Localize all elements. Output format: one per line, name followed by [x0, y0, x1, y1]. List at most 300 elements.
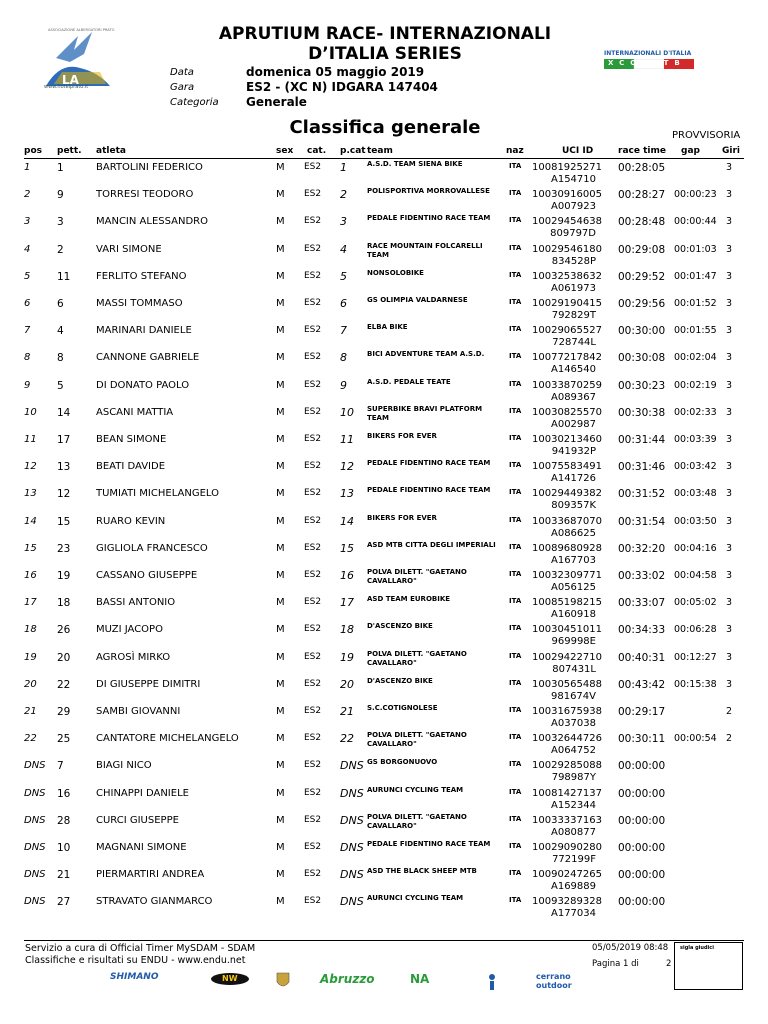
row-laps: 3	[726, 325, 733, 337]
row-race-time: 00:34:33	[618, 624, 666, 637]
row-team: POLVA DILETT. "GAETANO CAVALLARO"	[367, 812, 467, 830]
row-uci-id: 10090247265 A169889	[532, 869, 602, 893]
table-row	[24, 296, 744, 323]
row-nation: ITA	[509, 542, 522, 551]
row-race-time: 00:00:00	[618, 842, 666, 854]
row-pos: DNS	[24, 842, 46, 853]
row-athlete: SAMBI GIOVANNI	[96, 706, 181, 717]
row-pos: DNS	[24, 869, 46, 881]
row-uci-id: 10029190415 792829T	[532, 298, 602, 321]
row-sex: M	[276, 434, 285, 445]
row-bib: 18	[57, 597, 71, 610]
sponsor-abruzzo: Abruzzo	[320, 972, 375, 986]
row-race-time: 00:40:31	[618, 651, 666, 664]
footer-datetime: 05/05/2019 08:48	[592, 943, 669, 953]
right-logo-title: INTERNAZIONALI D'ITALIA	[604, 50, 692, 57]
row-uci-id: 10085198215 A160918	[532, 597, 602, 621]
row-gap: 00:12:27	[674, 651, 717, 663]
row-pos: 22	[24, 733, 37, 745]
row-athlete: CURCI GIUSEPPE	[96, 814, 179, 826]
race-title-line2: D’ITALIA SERIES	[308, 44, 462, 64]
row-athlete: PIERMARTIRI ANDREA	[96, 869, 205, 881]
row-category: ES2	[304, 542, 322, 553]
row-race-time: 00:28:27	[618, 189, 666, 202]
row-laps: 3	[726, 270, 733, 282]
sponsor-na: NA	[410, 972, 430, 986]
row-nation: ITA	[509, 814, 522, 823]
provvisoria-label: PROVVISORIA	[672, 130, 741, 141]
row-sex: M	[276, 896, 285, 908]
row-sex: M	[276, 189, 285, 201]
svg-text:LA: LA	[62, 73, 79, 87]
logo-tagline: ASSOCIAZIONE ALBERGATORI PRATO	[48, 28, 115, 32]
row-uci-id: 10030565488 981674V	[532, 678, 602, 702]
row-bib: 16	[57, 787, 71, 800]
row-uci-id: 10029065527 728744L	[532, 325, 602, 349]
row-gap: 00:00:23	[674, 189, 717, 201]
row-team: POLISPORTIVA MORROVALLESE	[367, 187, 490, 196]
row-team: S.C.COTIGNOLESE	[367, 704, 438, 712]
row-uci-id: 10081427137 A152344	[532, 787, 602, 811]
row-laps: 3	[726, 515, 733, 527]
row-category-position: 20	[340, 677, 354, 691]
row-race-time: 00:00:00	[618, 760, 666, 773]
row-gap: 00:04:16	[674, 542, 717, 554]
row-category: ES2	[304, 270, 322, 281]
row-team: ASD THE BLACK SHEEP MTB	[367, 867, 477, 876]
col-naz: naz	[506, 146, 524, 156]
table-row	[24, 514, 744, 541]
row-sex: M	[276, 515, 285, 527]
col-atleta: atleta	[96, 146, 126, 156]
row-sex: M	[276, 162, 285, 173]
row-team: PEDALE FIDENTINO RACE TEAM	[367, 459, 491, 468]
row-nation: ITA	[509, 243, 522, 252]
row-uci-id: 10032644726 A064752	[532, 733, 602, 757]
row-category: ES2	[304, 814, 322, 825]
row-uci-id: 10075583491 A141726	[532, 461, 602, 485]
row-athlete: AGROSÌ MIRKO	[96, 651, 171, 663]
footer-page-total: 2	[666, 959, 672, 969]
row-category: ES2	[304, 733, 322, 744]
row-category-position: 17	[340, 596, 354, 610]
header-divider	[24, 158, 744, 159]
row-race-time: 00:28:05	[618, 162, 666, 174]
row-athlete: GIGLIOLA FRANCESCO	[96, 542, 208, 554]
row-team: GS OLIMPIA VALDARNESE	[367, 296, 468, 304]
row-bib: 26	[57, 624, 71, 637]
row-bib: 20	[57, 651, 71, 664]
row-athlete: DI GIUSEPPE DIMITRI	[96, 678, 201, 690]
row-race-time: 00:30:38	[618, 406, 666, 419]
row-pos: 8	[24, 352, 31, 364]
row-category-position: 15	[340, 541, 354, 555]
row-race-time: 00:29:52	[618, 270, 666, 283]
table-row	[24, 214, 744, 241]
row-pos: 3	[24, 216, 31, 228]
row-bib: 11	[57, 270, 71, 283]
row-gap: 00:01:03	[674, 243, 717, 255]
row-race-time: 00:31:54	[618, 515, 666, 528]
row-sex: M	[276, 216, 285, 228]
row-pos: 20	[24, 678, 37, 690]
row-team: PEDALE FIDENTINO RACE TEAM	[367, 840, 491, 848]
table-row	[24, 187, 744, 214]
row-category-position: 19	[340, 650, 354, 664]
row-bib: 13	[57, 461, 71, 474]
row-uci-id: 10032309771 A056125	[532, 570, 602, 593]
row-uci-id: 10033337163 A080877	[532, 814, 602, 838]
row-race-time: 00:32:20	[618, 542, 666, 555]
table-row	[24, 704, 744, 731]
row-team: GS BORGONUOVO	[367, 758, 438, 767]
row-nation: ITA	[509, 352, 522, 361]
row-bib: 6	[57, 298, 64, 310]
row-race-time: 00:00:00	[618, 814, 666, 827]
row-sex: M	[276, 597, 285, 609]
row-category: ES2	[304, 298, 322, 308]
row-gap: 00:03:48	[674, 488, 717, 500]
row-laps: 3	[726, 597, 733, 609]
row-gap: 00:02:19	[674, 379, 717, 391]
row-nation: ITA	[509, 406, 522, 415]
row-sex: M	[276, 352, 285, 364]
row-laps: 3	[726, 651, 733, 663]
row-pos: DNS	[24, 787, 46, 799]
row-uci-id: 10030825570 A002987	[532, 406, 602, 430]
row-sex: M	[276, 461, 285, 473]
row-athlete: BARTOLINI FEDERICO	[96, 162, 203, 173]
row-race-time: 00:29:56	[618, 298, 666, 310]
row-category: ES2	[304, 706, 322, 716]
row-pos: DNS	[24, 814, 46, 826]
row-sex: M	[276, 379, 285, 391]
row-category-position: 6	[340, 297, 347, 310]
row-bib: 15	[57, 515, 71, 528]
row-athlete: CANTATORE MICHELANGELO	[96, 733, 239, 745]
row-race-time: 00:30:08	[618, 352, 666, 365]
row-pos: 12	[24, 461, 37, 473]
row-sex: M	[276, 787, 285, 799]
row-category-position: 1	[340, 161, 347, 174]
row-category-position: DNS	[340, 868, 364, 882]
row-sex: M	[276, 869, 285, 881]
row-gap: 00:03:39	[674, 434, 717, 445]
row-pos: 7	[24, 325, 31, 337]
data-value: domenica 05 maggio 2019	[246, 65, 425, 79]
row-nation: ITA	[509, 515, 522, 524]
row-category-position: DNS	[340, 895, 364, 909]
row-uci-id: 10033870259 A089367	[532, 379, 602, 403]
row-bib: 10	[57, 842, 71, 854]
town-crest-icon	[276, 972, 290, 993]
row-category: ES2	[304, 678, 322, 689]
row-athlete: MAGNANI SIMONE	[96, 842, 187, 853]
row-team: ELBA BIKE	[367, 323, 408, 332]
row-bib: 23	[57, 542, 71, 555]
row-uci-id: 10077217842 A146540	[532, 352, 602, 376]
table-row	[24, 378, 744, 405]
race-title-line1: APRUTIUM RACE- INTERNAZIONALI	[218, 24, 552, 44]
row-laps: 3	[726, 379, 733, 391]
row-athlete: BASSI ANTONIO	[96, 597, 176, 609]
footer-divider	[24, 940, 744, 941]
classifica-title: Classifica generale	[289, 117, 481, 138]
footer-results-text: Classifiche e risultati su ENDU - www.endu.net	[25, 955, 246, 966]
row-race-time: 00:30:11	[618, 733, 666, 746]
row-category: ES2	[304, 651, 322, 662]
row-laps: 3	[726, 678, 733, 690]
row-race-time: 00:31:44	[618, 434, 666, 446]
row-team: ASD MTB CITTA DEGLI IMPERIALI	[367, 540, 496, 549]
cyclist-logo-icon	[484, 972, 500, 995]
row-uci-id: 10033687070 A086625	[532, 515, 602, 539]
row-nation: ITA	[509, 216, 522, 225]
row-team: POLVA DILETT. "GAETANO CAVALLARO"	[367, 568, 467, 585]
row-sex: M	[276, 243, 285, 255]
row-category: ES2	[304, 597, 322, 608]
row-sex: M	[276, 706, 285, 717]
table-row	[24, 323, 744, 350]
row-athlete: MARINARI DANIELE	[96, 325, 192, 337]
row-pos: 21	[24, 706, 37, 717]
row-category: ES2	[304, 434, 322, 444]
row-nation: ITA	[509, 325, 522, 334]
row-race-time: 00:43:42	[618, 678, 666, 691]
row-category-position: DNS	[340, 786, 364, 800]
row-gap: 00:01:52	[674, 298, 717, 309]
row-team: NONSOLOBIKE	[367, 268, 424, 277]
row-category: ES2	[304, 216, 322, 227]
internazionali-italia-logo	[600, 48, 700, 74]
row-pos: 2	[24, 189, 31, 201]
row-sex: M	[276, 298, 285, 309]
row-pos: 9	[24, 379, 31, 391]
table-row	[24, 568, 744, 595]
col-pcat: p.cat	[340, 146, 366, 156]
row-bib: 21	[57, 869, 71, 882]
row-athlete: BEATI DAVIDE	[96, 461, 166, 473]
table-row	[24, 269, 744, 296]
row-team: AURUNCI CYCLING TEAM	[367, 894, 464, 903]
row-category-position: 16	[340, 569, 354, 582]
row-race-time: 00:00:00	[618, 787, 666, 800]
row-uci-id: 10030916005 A007923	[532, 189, 602, 213]
row-gap: 00:15:38	[674, 678, 717, 690]
row-category: ES2	[304, 406, 322, 417]
row-gap: 00:04:58	[674, 570, 717, 581]
data-label: Data	[170, 67, 194, 78]
table-row	[24, 459, 744, 486]
row-pos: 17	[24, 597, 37, 609]
row-pos: 5	[24, 270, 31, 282]
row-category: ES2	[304, 488, 322, 499]
row-sex: M	[276, 542, 285, 554]
row-uci-id: 10029449382 809357K	[532, 488, 602, 512]
table-row	[24, 486, 744, 513]
sponsor-cerrano: cerrano outdoor	[536, 972, 572, 990]
col-cat: cat.	[307, 146, 327, 156]
row-category: ES2	[304, 379, 322, 390]
row-uci-id: 10032538632 A061973	[532, 270, 602, 294]
row-category: ES2	[304, 325, 322, 336]
logo-caption: www.hotelprato.it	[44, 84, 89, 90]
row-laps: 3	[726, 434, 733, 445]
row-category-position: 22	[340, 732, 354, 746]
row-athlete: ASCANI MATTIA	[96, 406, 174, 418]
col-gap: gap	[681, 146, 700, 156]
table-row	[24, 541, 744, 568]
row-team: A.S.D. TEAM SIENA BIKE	[367, 160, 463, 168]
row-athlete: CANNONE GABRIELE	[96, 352, 200, 364]
footer-service-text: Servizio a cura di Official Timer MySDAM - SDAM	[25, 943, 256, 954]
table-row	[24, 813, 744, 840]
sponsor-northwave-label: NW	[222, 974, 238, 983]
row-pos: 16	[24, 570, 37, 581]
row-pos: 10	[24, 406, 37, 418]
row-nation: ITA	[509, 624, 522, 633]
row-team: BIKERS FOR EVER	[367, 432, 437, 440]
row-pos: 15	[24, 542, 37, 554]
row-category: ES2	[304, 760, 322, 771]
row-bib: 29	[57, 706, 71, 718]
col-race-time: race time	[618, 146, 666, 156]
row-laps: 3	[726, 189, 733, 201]
row-bib: 22	[57, 678, 71, 691]
row-nation: ITA	[509, 678, 522, 687]
row-nation: ITA	[509, 760, 522, 769]
row-bib: 8	[57, 352, 64, 365]
row-team: D'ASCENZO BIKE	[367, 676, 433, 685]
table-row	[24, 840, 744, 867]
col-sex: sex	[276, 146, 294, 156]
col-uci: UCI ID	[562, 146, 594, 156]
categoria-value: Generale	[246, 95, 307, 109]
row-bib: 17	[57, 434, 71, 446]
row-team: PEDALE FIDENTINO RACE TEAM	[367, 486, 491, 495]
row-nation: ITA	[509, 488, 522, 497]
row-category-position: DNS	[340, 841, 364, 854]
row-category-position: 2	[340, 188, 347, 202]
row-athlete: STRAVATO GIANMARCO	[96, 896, 213, 908]
row-pos: 19	[24, 651, 37, 663]
row-sex: M	[276, 406, 285, 418]
table-row	[24, 350, 744, 377]
row-race-time: 00:33:07	[618, 597, 666, 610]
row-sex: M	[276, 270, 285, 282]
row-category: ES2	[304, 162, 322, 172]
row-athlete: TUMIATI MICHELANGELO	[96, 488, 219, 500]
row-nation: ITA	[509, 787, 522, 796]
row-category-position: 18	[340, 623, 354, 637]
row-category-position: 14	[340, 514, 354, 528]
row-laps: 3	[726, 542, 733, 554]
row-gap: 00:01:47	[674, 270, 717, 282]
row-pos: DNS	[24, 760, 46, 772]
row-nation: ITA	[509, 270, 522, 279]
row-nation: ITA	[509, 597, 522, 606]
row-gap: 00:03:50	[674, 515, 717, 527]
row-race-time: 00:33:02	[618, 570, 666, 582]
row-uci-id: 10029285088 798987Y	[532, 760, 602, 784]
row-uci-id: 10029454638 809797D	[532, 216, 602, 240]
row-pos: 13	[24, 488, 37, 500]
row-gap: 00:00:54	[674, 733, 717, 745]
row-category-position: 9	[340, 378, 347, 392]
row-race-time: 00:00:00	[618, 896, 666, 909]
row-pos: 11	[24, 434, 37, 445]
row-athlete: MUZI JACOPO	[96, 624, 163, 636]
row-category: ES2	[304, 869, 322, 880]
sponsor-shimano: SHIMANO	[110, 972, 159, 982]
row-athlete: TORRESI TEODORO	[96, 189, 194, 201]
row-athlete: VARI SIMONE	[96, 243, 162, 255]
row-category: ES2	[304, 624, 322, 635]
row-nation: ITA	[509, 298, 522, 306]
row-bib: 7	[57, 760, 64, 773]
row-bib: 1	[57, 162, 64, 174]
race-title	[150, 24, 620, 64]
row-category-position: 7	[340, 324, 347, 338]
row-laps: 3	[726, 162, 733, 173]
row-team: ASD TEAM EUROBIKE	[367, 595, 451, 604]
row-gap: 00:00:44	[674, 216, 717, 228]
row-laps: 3	[726, 216, 733, 228]
sigla-giudici-label: sigla giudici	[680, 945, 714, 951]
row-category: ES2	[304, 896, 322, 907]
row-nation: ITA	[509, 434, 522, 442]
right-logo-sub: XCO MTB	[608, 59, 686, 67]
col-pos: pos	[24, 146, 42, 156]
row-category-position: 5	[340, 269, 347, 283]
categoria-label: Categoria	[170, 97, 219, 108]
table-row	[24, 242, 744, 269]
table-row	[24, 894, 744, 921]
row-category: ES2	[304, 570, 322, 580]
row-laps: 3	[726, 352, 733, 364]
row-laps: 2	[726, 706, 733, 717]
col-pett: pett.	[57, 146, 82, 156]
table-row	[24, 405, 744, 432]
row-gap: 00:01:55	[674, 325, 717, 337]
row-laps: 3	[726, 624, 733, 636]
row-sex: M	[276, 842, 285, 853]
row-pos: 14	[24, 515, 37, 527]
row-uci-id: 10089680928 A167703	[532, 542, 602, 566]
row-bib: 28	[57, 814, 71, 827]
row-gap: 00:06:28	[674, 624, 717, 636]
row-team: RACE MOUNTAIN FOLCARELLI TEAM	[367, 241, 483, 259]
row-category-position: 11	[340, 433, 354, 446]
row-bib: 2	[57, 243, 64, 256]
row-team: POLVA DILETT. "GAETANO CAVALLARO"	[367, 649, 467, 667]
row-bib: 9	[57, 189, 64, 202]
row-uci-id: 10029546180 834528P	[532, 243, 602, 267]
row-laps: 3	[726, 570, 733, 581]
row-uci-id: 10030451011 969998E	[532, 624, 602, 648]
row-bib: 3	[57, 216, 64, 229]
row-laps: 3	[726, 243, 733, 255]
row-bib: 14	[57, 406, 71, 419]
row-laps: 3	[726, 461, 733, 473]
row-laps: 3	[726, 298, 733, 309]
row-category-position: 4	[340, 242, 347, 256]
footer-page-label: Pagina 1 di	[592, 959, 639, 969]
row-athlete: RUARO KEVIN	[96, 515, 166, 527]
row-category-position: DNS	[340, 813, 364, 827]
row-athlete: CASSANO GIUSEPPE	[96, 570, 198, 581]
row-category-position: DNS	[340, 759, 364, 773]
